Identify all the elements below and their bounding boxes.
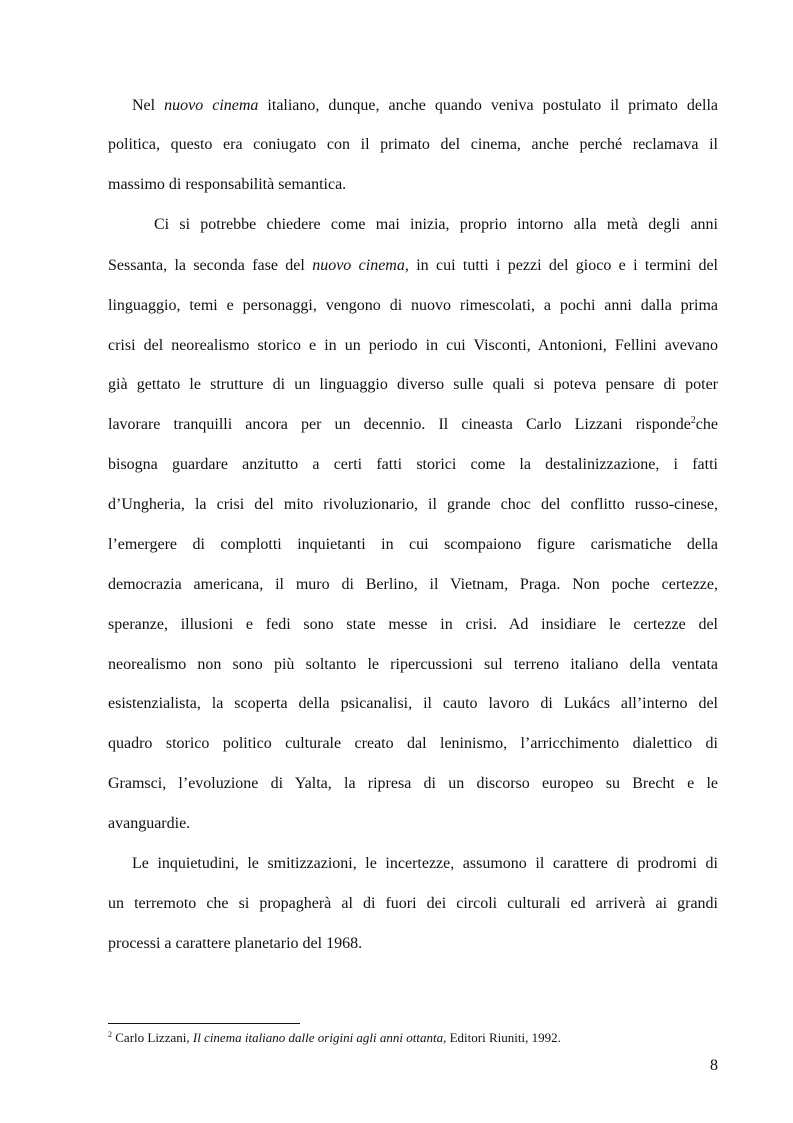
text-run: , in cui tutti i pezzi del gioco e i termini del <box>404 257 718 274</box>
text-run: Carlo Lizzani, <box>115 1030 193 1045</box>
text-run: democrazia americana, il muro di Berlino, il Vietnam, Praga. Non poche certezze, <box>108 576 718 593</box>
text-run: l’emergere di complotti inquietanti in cui scompaiono figure carismatiche della <box>108 536 718 553</box>
text-run: politica, questo era coniugato con il primato del cinema, anche perché reclamava il <box>108 136 718 153</box>
text-run: linguaggio, temi e personaggi, vengono di nuovo rimescolati, a pochi anni dalla prima <box>108 297 718 314</box>
text-line <box>108 135 718 155</box>
text-run: Sessanta, la seconda fase del <box>108 257 313 274</box>
text-run: che <box>695 416 718 433</box>
footnote-text <box>115 1030 561 1045</box>
text-line <box>108 575 718 595</box>
text-run: bisogna guardare anzitutto a certi fatti storici come la destalinizzazione, i fatti <box>108 456 718 473</box>
text-run: quadro storico politico culturale creato dal leninismo, l’arricchimento dialettico di <box>108 735 718 752</box>
italic-title: Il cinema italiano dalle origini agli anni ottanta <box>192 1030 444 1045</box>
text-run: massimo di responsabilità semantica. <box>108 176 347 193</box>
text-run: lavorare tranquilli ancora per un decennio. Il cineasta Carlo Lizzani risponde <box>108 416 691 433</box>
text-line <box>108 455 718 475</box>
text-line <box>108 535 718 555</box>
text-run: italiano, dunque, anche quando veniva postulato il primato della <box>258 97 718 114</box>
footnote-separator <box>108 1023 300 1024</box>
text-run: processi a carattere planetario del 1968. <box>108 935 363 952</box>
text-run: Nel <box>132 97 165 114</box>
text-run: Ci si potrebbe chiedere come mai inizia, proprio intorno alla metà degli anni <box>154 216 718 233</box>
text-line <box>132 854 718 874</box>
footnote-reference: 2 <box>690 415 696 426</box>
text-line <box>108 615 718 635</box>
text-line <box>108 934 718 954</box>
text-run: avanguardie. <box>108 815 191 832</box>
text-line <box>108 814 718 834</box>
text-run: un terremoto che si propagherà al di fuori dei circoli culturali ed arriverà ai grandi <box>108 895 718 912</box>
text-run: , Editori Riuniti, 1992. <box>443 1030 561 1045</box>
text-run: Gramsci, l’evoluzione di Yalta, la ripresa di un discorso europeo su Brecht e le <box>108 775 718 792</box>
text-line <box>154 215 718 235</box>
text-run: già gettato le strutture di un linguaggio diverso sulle quali si poteva pensare di poter <box>108 376 718 393</box>
footnote <box>108 1030 561 1046</box>
page-number: 8 <box>710 1057 718 1074</box>
text-line <box>108 415 718 435</box>
text-line <box>108 774 718 794</box>
text-line <box>108 375 718 395</box>
text-line <box>108 256 718 276</box>
text-run: neorealismo non sono più soltanto le ripercussioni sul terreno italiano della ventata <box>108 656 718 673</box>
text-line <box>108 694 718 714</box>
text-run: Le inquietudini, le smitizzazioni, le incertezze, assumono il carattere di prodromi di <box>132 855 718 872</box>
text-run: d’Ungheria, la crisi del mito rivoluzionario, il grande choc del conflitto russo-cinese, <box>108 496 718 513</box>
text-line <box>108 175 718 195</box>
text-run: esistenzialista, la scoperta della psicanalisi, il cauto lavoro di Lukács all’interno del <box>108 695 718 712</box>
text-run: speranze, illusioni e fedi sono state messe in crisi. Ad insidiare le certezze del <box>108 616 718 633</box>
text-run: crisi del neorealismo storico e in un periodo in cui Visconti, Antonioni, Fellini avevano <box>108 337 718 354</box>
footnote-marker: 2 <box>108 1030 112 1039</box>
text-line <box>108 734 718 754</box>
italic-title: nuovo cinema <box>312 257 405 274</box>
text-line <box>108 336 718 356</box>
text-line <box>108 655 718 675</box>
text-line <box>132 96 718 116</box>
italic-title: nuovo cinema <box>164 97 259 114</box>
text-line <box>108 894 718 914</box>
text-line <box>108 495 718 515</box>
text-line <box>108 296 718 316</box>
